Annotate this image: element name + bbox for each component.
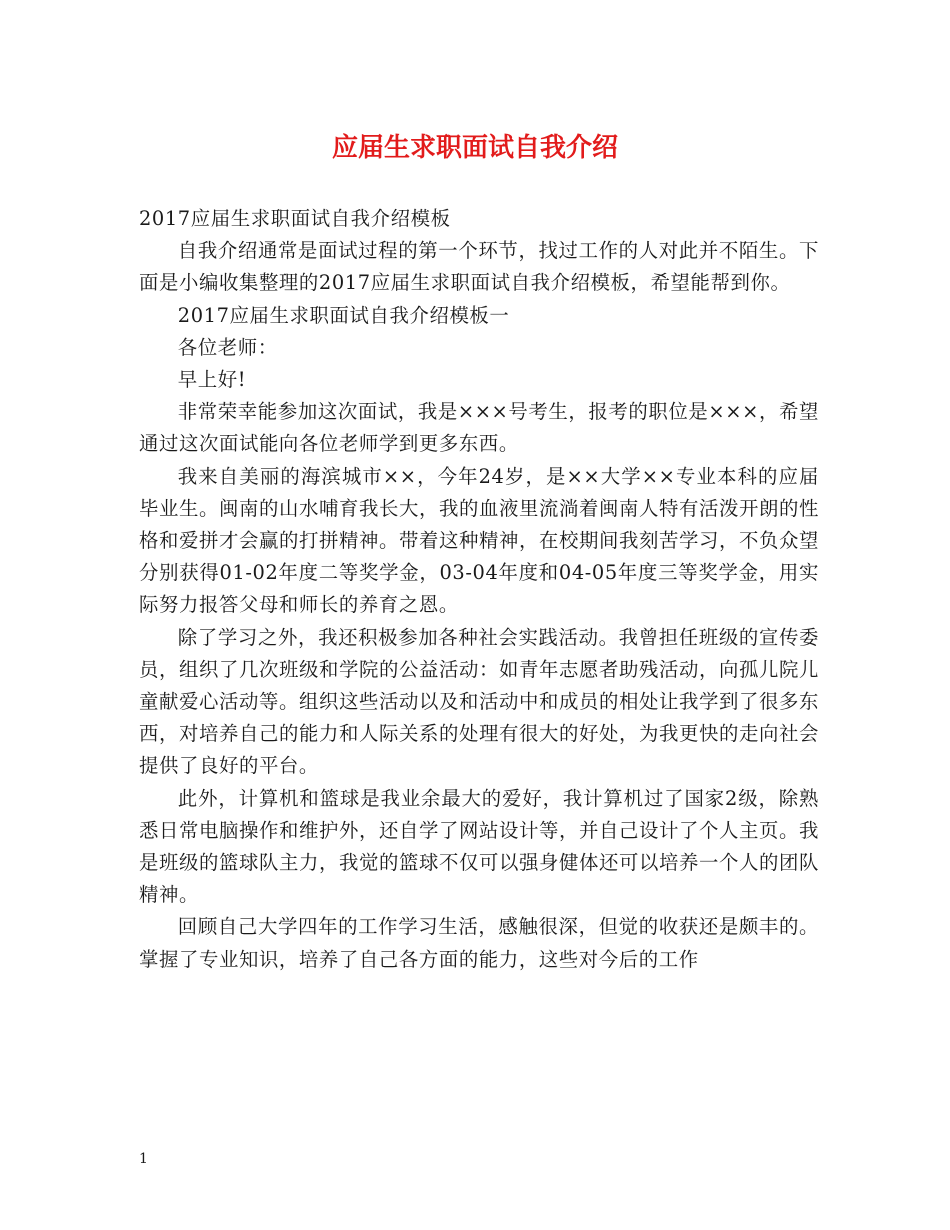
paragraph: 自我介绍通常是面试过程的第一个环节，找过工作的人对此并不陌生。下面是小编收集整理的2017应届生求职面试自我介绍模板，希望能帮到你。 xyxy=(139,239,819,295)
paragraph: 回顾自己大学四年的工作学习生活，感触很深，但觉的收获还是颇丰的。掌握了专业知识，培养了自己各方面的能力，这些对今后的工作 xyxy=(139,915,819,971)
document-body xyxy=(139,203,819,976)
document-title: 应届生求职面试自我介绍 xyxy=(331,133,618,163)
paragraph: 除了学习之外，我还积极参加各种社会实践活动。我曾担任班级的宣传委员，组织了几次班级和学院的公益活动：如青年志愿者助残活动，向孤儿院儿童献爱心活动等。组织这些活动以及和活动中和成员的相处让我学到了很多东西，对培养自己的能力和人际关系的处理有很大的好处，为我更快的走向社会提供了良好的平台。 xyxy=(139,625,819,778)
paragraph: 非常荣幸能参加这次面试，我是×××号考生，报考的职位是×××，希望通过这次面试能向各位老师学到更多东西。 xyxy=(139,400,819,456)
paragraph: 各位老师： xyxy=(177,335,278,359)
paragraph: 早上好! xyxy=(177,368,247,392)
paragraph: 2017应届生求职面试自我介绍模板 xyxy=(139,207,451,230)
page-number: 1 xyxy=(139,1151,148,1167)
paragraph: 2017应届生求职面试自我介绍模板一 xyxy=(177,303,510,327)
paragraph: 我来自美丽的海滨城市××，今年24岁，是××大学××专业本科的应届毕业生。闽南的山水哺育我长大，我的血液里流淌着闽南人特有活泼开朗的性格和爱拼才会赢的打拼精神。带着这种精神，在校期间我刻苦学习，不负众望分别获得01-02年度二等奖学金，03-04年度和04-05年度三等奖学金，用实际努力报答父母和师长的养育之恩。 xyxy=(139,464,819,617)
paragraph: 此外，计算机和篮球是我业余最大的爱好，我计算机过了国家2级，除熟悉日常电脑操作和维护外，还自学了网站设计等，并自己设计了个人主页。我是班级的篮球队主力，我觉的篮球不仅可以强身健体还可以培养一个人的团队精神。 xyxy=(139,786,819,907)
